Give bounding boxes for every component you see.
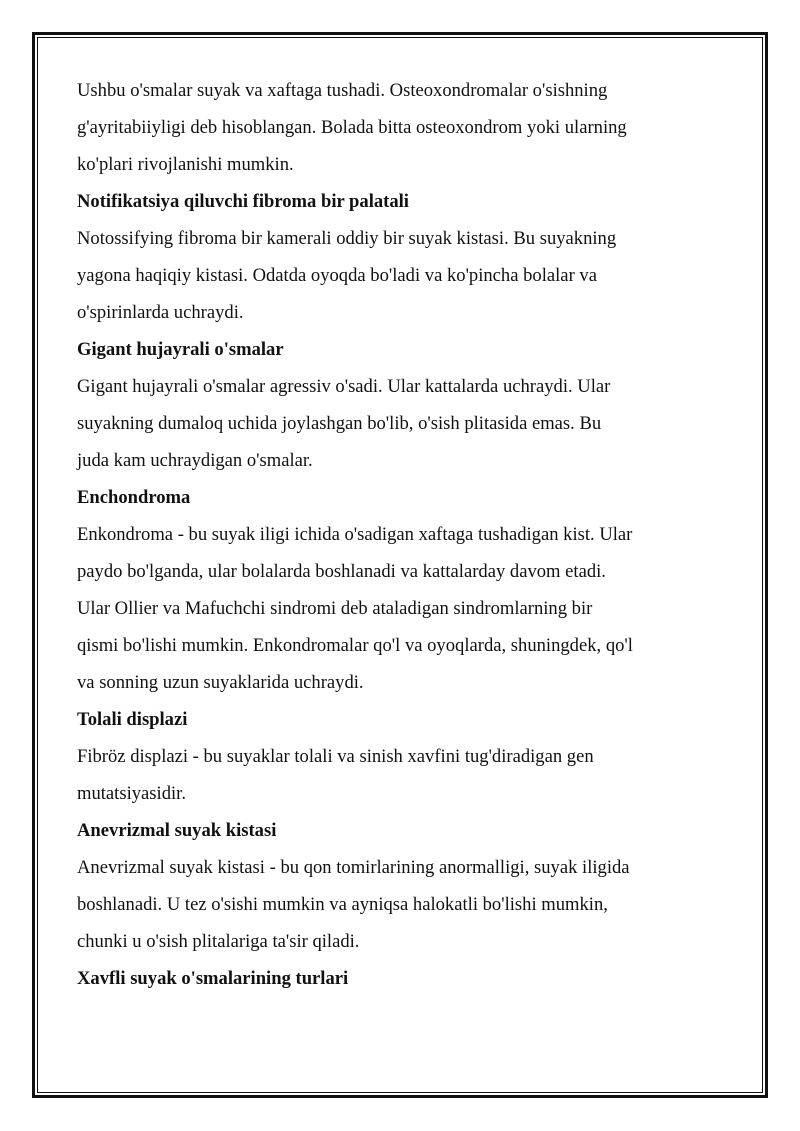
paragraph-line: g'ayritabiiyligi deb hisoblangan. Bolada bitta osteoxondrom yoki ularning (77, 117, 627, 138)
paragraph-line: qismi bo'lishi mumkin. Enkondromalar qo'l va oyoqlarda, shuningdek, qo'l (77, 635, 633, 656)
paragraph-line: suyakning dumaloq uchida joylashgan bo'lib, o'sish plitasida emas. Bu (77, 413, 602, 434)
section-notifikatsiya (77, 183, 727, 331)
paragraph-line: Ushbu o'smalar suyak va xaftaga tushadi. Osteoxondromalar o'sishning (77, 80, 608, 101)
paragraph-line: juda kam uchraydigan o'smalar. (77, 450, 313, 471)
paragraph-line: paydo bo'lganda, ular bolalarda boshlanadi va kattalarday davom etadi. (77, 561, 606, 582)
paragraph-line: Ular Ollier va Mafuchchi sindromi deb ataladigan sindromlarning bir (77, 598, 593, 619)
paragraph-line: Fibröz displazi - bu suyaklar tolali va sinish xavfini tug'diradigan gen (77, 746, 594, 767)
section-gigant (77, 331, 727, 479)
paragraph-line: Gigant hujayrali o'smalar agressiv o'sadi. Ular kattalarda uchraydi. Ular (77, 376, 611, 397)
section-enchondroma (77, 479, 727, 701)
paragraph-line: Anevrizmal suyak kistasi - bu qon tomirlarining anormalligi, suyak iligida (77, 857, 630, 878)
paragraph-line: va sonning uzun suyaklarida uchraydi. (77, 672, 364, 693)
document-body (77, 72, 727, 997)
section-anevrizmal (77, 812, 727, 960)
section-heading: Enchondroma (77, 487, 191, 508)
section-intro (77, 72, 727, 183)
section-heading: Notifikatsiya qiluvchi fibroma bir palatali (77, 191, 409, 212)
paragraph-line: chunki u o'sish plitalariga ta'sir qiladi. (77, 931, 360, 952)
section-xavfli (77, 960, 727, 997)
section-heading: Gigant hujayrali o'smalar (77, 339, 284, 360)
paragraph-line: ko'plari rivojlanishi mumkin. (77, 154, 294, 175)
paragraph-line: boshlanadi. U tez o'sishi mumkin va ayniqsa halokatli bo'lishi mumkin, (77, 894, 608, 915)
section-heading: Xavfli suyak o'smalarining turlari (77, 968, 349, 989)
paragraph-line: Enkondroma - bu suyak iligi ichida o'sadigan xaftaga tushadigan kist. Ular (77, 524, 633, 545)
paragraph-line: o'spirinlarda uchraydi. (77, 302, 244, 323)
paragraph-line: mutatsiyasidir. (77, 783, 186, 804)
paragraph-line: Notossifying fibroma bir kamerali oddiy bir suyak kistasi. Bu suyakning (77, 228, 617, 249)
section-heading: Anevrizmal suyak kistasi (77, 820, 277, 841)
section-tolali-displazi (77, 701, 727, 812)
paragraph-line: yagona haqiqiy kistasi. Odatda oyoqda bo'ladi va ko'pincha bolalar va (77, 265, 597, 286)
section-heading: Tolali displazi (77, 709, 188, 730)
